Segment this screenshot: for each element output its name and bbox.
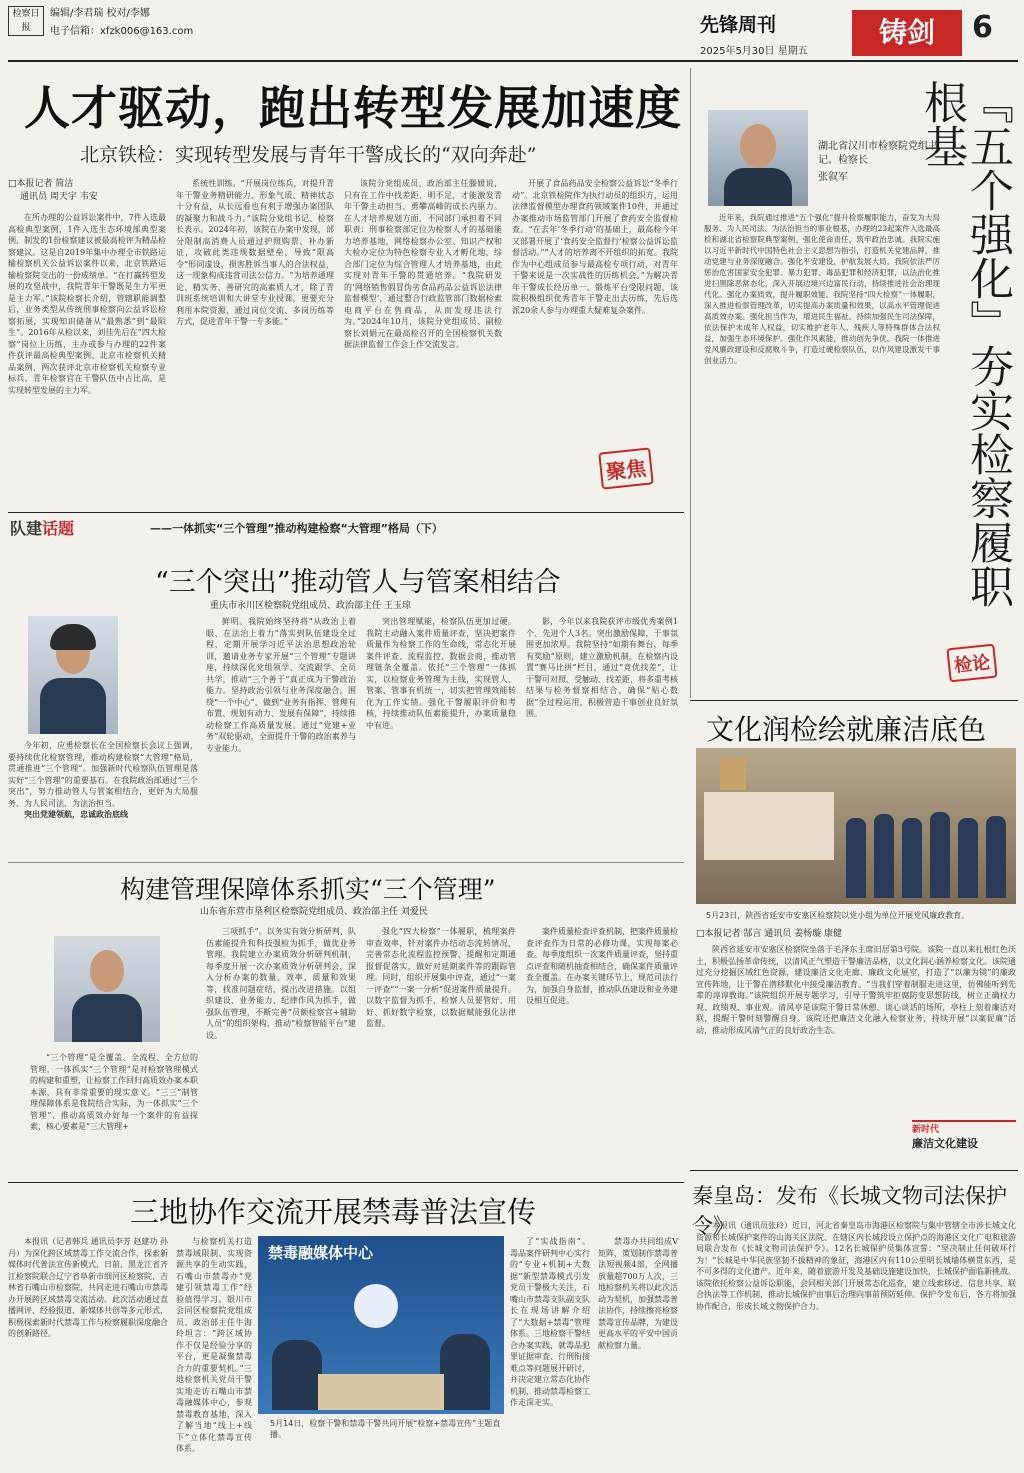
special-label-main: 队建 <box>10 519 43 538</box>
figure-4 <box>930 812 950 898</box>
a1-column-2 <box>366 616 516 852</box>
a1-title: “三个突出”推动管人与管案相结合 <box>155 567 561 598</box>
a3-col2-text: 与检察机关打造禁毒域限制、实现资源共享的生动实践，石嘴山市禁毒办“党建引领禁毒工作”经验值得学习。银川市会同区检察院党组成员、政治部主任牛海玲坦言：“跨区域协作不仅是经验分享的平台，更是凝聚禁毒合力的重要契机。”三地检察机关党员干警实地走访石嘴山市禁毒融媒体中心，参观禁毒教育基地，深入了解当地“线上+线下”立体化禁毒宣传体系。 <box>176 1237 252 1453</box>
byline-reporter: □本报记者 简洁 <box>8 179 74 189</box>
a1-col1-text: 鲜明。我院始终坚持将“从政治上着眼、在法治上着力”落实到队伍建设全过程，定期开展学习近平法治思想政治轮训，邀请业务专家开展“三个管理”专题讲座，持续深化党组领学、交流跟学、全员共学，推动“三个善于”真正成为干警政治能力。坚持政治引领与业务深度融合，围绕“一个中心”，做到“业务有指挥、管理有布置、规划有动力、发展有保障”，持续推动检察工作高质量发展。通过“党建+业务”双轮驱动，全面提升干警的政治素养与专业能力。 <box>206 617 356 753</box>
a2-intro-text: “三个管理”是全覆盖、全流程、全方位的管理，一体抓实“三个管理”是对检察管理模式的构建和重塑，让检察工作回归高质效办案本职本源，具有非常重要的现实意义。“三三”制管理保障体系是我院结合实际，为一体抓实“三个管理”、推动高质效办好每一个案件的有益探索，核心要素是“三大管理+ <box>30 1053 198 1131</box>
author-portrait-photo <box>708 110 808 206</box>
culture-photo <box>696 748 1016 904</box>
byline-correspondents: 通讯员 周天宇 韦安 <box>20 192 98 202</box>
culture-badge-kicker: 新时代 <box>912 1125 940 1135</box>
a2-col1-text: 三项抓手”。以务实有效分析研判、队伍素能提升和科技强检为抓手，做优业务管理。我院建立办案质效分析研判机制，每季度开展一次办案质效分析研判会，深入分析办案的数量、效率、质量和效果等，找准问题症结，提出改进措施。以组织建设、业务能力、纪律作风为抓手，做强队伍管理，不断完善“员额检察官+辅助人员”的组织架构，推动“检察智能平台”建设。 <box>206 927 356 1040</box>
culture-caption: 5月23日，陕西省延安市安塞区检察院以党小组为单位开展党风廉政教育。 <box>706 911 970 920</box>
figure-5 <box>958 818 978 898</box>
a1-intro-subhead: 突出党建领航，忠诚政治底线 <box>24 809 128 819</box>
a2-column-1 <box>206 926 356 1172</box>
qhd-title: 秦皇岛：发布《长城文物司法保护令》 <box>692 1184 1007 1238</box>
section-tab: 铸剑 <box>852 10 962 56</box>
a3-column-1 <box>8 1236 168 1468</box>
desk <box>318 1374 444 1410</box>
a2-intro <box>30 1052 198 1172</box>
a1-intro-text: 今年初，应勇检察长在全国检察长会议上强调，要持续优化检察管理，推动构建检察“大管理”格局，贯通推进“三个管理”。加强新时代检察队伍管理是落实好“三个管理”的重要基石。在我院政治部通过“三个突出”，努力推动管人与管案相结合，更好为大局服务、为人民司法、为法治担当。 <box>8 741 198 808</box>
sidebar-author-org: 湖北省汉川市检察院党组书记、检察长 <box>818 141 938 166</box>
newspaper-logo: 检察日报 <box>8 6 44 36</box>
person-right <box>440 1334 490 1410</box>
photo-banner-text: 禁毒融媒体中心 <box>268 1244 374 1262</box>
lead-column-2 <box>176 178 334 502</box>
lead-column-4 <box>512 178 678 502</box>
a2-col2-text: 强化“四大检察”一体履职，梳理案件审查效率，针对案件办结动态流转情况，完善常态化流程监控预警，提醒和定期通报督促落实，做好对延期案件等的跟踪管理。同时，组织开展集中评查，通过“一案一评查”“一案一分析”促进案件质量提升。以数字监督为抓手，检察人员要管好、用好、抓好数字检察，以数据赋能强化法律监督。 <box>366 927 516 1028</box>
a1-col3-text: 影，今年以来我院获评市级优秀案例1个、先进个人3名。突出激励保障，干事氛围更加浓厚。我院坚持“如期有舞台，每季有奖励”原则，建立激励机制，在检察内设置“赛马比拼”栏目，通过“竞优找差”，让干警可对照、受触动、找差距，将多重考核结果与检务督察相结合，确保“贴心数据”全过程运用，积极营造干事创业良好氛围。 <box>526 617 678 718</box>
sidebar-title: 『五个强化』夯实检察履职根基 <box>916 80 1013 608</box>
a2-col3-text: 案件质量检查评查机制，把案件质量检查评查作为日常的必修功课，实现每案必查。每季度组织一次案件质量评查，坚持重点评查和随机抽查相结合，确保案件质量评查全覆盖。在办案关键环节上，规范司法行为，加强自身监督，推动队伍建设和业务建设相互促进。 <box>526 927 678 1005</box>
lead-byline <box>8 178 98 204</box>
special-label-highlight: 话题 <box>42 519 75 538</box>
sidebar-body-text: 近年来，我院通过推进“五个强化”提升检察履职能力，奋发为大局服务、为人民司法、为法治担当的事业根基，办理的23起案件入选最高检和湖北省检察院典型案例。强化使命责任，筑牢政治忠诚。我院实施以习近平新时代中国特色社会主义思想为指引，打造机关党建品牌，推动党建与业务深度融合。强化平安建设，护航发展大局。我院依法严厉惩治危害国家安全犯罪、暴力犯罪、毒品犯罪和经济犯罪，以法治化推进扫黑除恶常态化，深入开展边境兴边富民行动，持续推进社会治理现代化。强化办案质效，提升履职效能。我院坚持“四大检察”一体履职，深入推进检察管理改革，切实提高办案质量和效果，以高水平管理促进高质效办案。强化担当作为，增进民生福祉。持续加强民生司法保障，依法保护未成年人权益，切实维护老年人、残疾人等特殊群体合法权益，加强生态环境保护。强化作风素能，推动创先争优。我院一体推进党风廉政建设和反腐败斗争，打造过硬检察队伍，以作风建设激发干事创业活力。 <box>704 213 940 365</box>
a1-author-photo <box>28 616 118 734</box>
special-kicker: ——一体抓实“三个管理”推动构建检察“大管理”格局（下） <box>150 522 443 535</box>
a1-author: 重庆市永川区检察院党组成员、政治部主任 王玉琼 <box>210 601 411 611</box>
culture-body <box>696 944 1016 1108</box>
a3-title: 三地协作交流开展禁毒普法宣传 <box>130 1195 537 1229</box>
supplement-name: 先锋周刊 <box>700 14 777 36</box>
special-label <box>10 516 74 539</box>
page-number: 6 <box>972 10 993 45</box>
sidebar-body <box>704 212 940 682</box>
a3-photo-caption: 5月14日，检察干警和禁毒干警共同开展“检察+禁毒宣传”主题直播。 <box>270 1419 501 1439</box>
a2-author: 山东省东营市垦利区检察院党组成员、政治部主任 刘爱民 <box>200 907 428 917</box>
a2-author-photo <box>54 936 160 1042</box>
qhd-body <box>696 1220 1016 1468</box>
column-stamp: 检论 <box>946 644 997 683</box>
exhibit-wall <box>704 792 834 860</box>
focus-stamp: 聚焦 <box>598 447 654 489</box>
portrait-frame <box>720 758 746 790</box>
a3-column-2 <box>176 1236 252 1468</box>
sidebar-divider <box>690 68 691 698</box>
a3-col3-text: 了“实战指南”。毒品案件研判中心实行的“专业+机制+大数据”新型禁毒模式引发党员干警极大关注，石嘴山市禁毒支队副支队长在现场讲解介绍了“大数据+禁毒”管理体系。三地检察干警结合办案实践，就毒品犯罪证据审查、行刑衔接难点等问题展开研讨，并决定建立常态化协作机制，推动禁毒检察工作走深走实。 <box>510 1237 590 1407</box>
lead-subtitle: 北京铁检：实现转型发展与青年干警成长的“双向奔赴” <box>80 144 537 166</box>
special-rule <box>8 512 684 513</box>
a3-rule <box>8 1182 684 1183</box>
a3-column-3 <box>510 1236 590 1468</box>
lead-col2-text: 系统性训练。“开展岗位练兵，对提升青年干警业务精研能力、形象气质、精神状态十分有益，从长远看也有利于增强办案团队的凝聚力和战斗力。”该院分党组书记、检察长表示。2024年初，该院在办案中发现，部分限制高消费人员通过护照购票、补办新证，攻破此类违规数据壁垒，导致“限高令”形同虚设，损害胜诉当事人的合法权益，这一现象构成违背司法公信力。“为培养通理论、精实务、善研究的高素质人才，除了青训班系统培训和大讲堂专业授课，更要充分利用本院资源，通过岗位交流、多岗历练等方式，促进青年干警一专多能。” <box>176 179 334 326</box>
a3-column-4 <box>598 1236 678 1468</box>
a1-col2-text: 突出管理赋能，检察队伍更加过硬。我院主动融入案件质量评查，坚决把案件质量作为检察工作的生命线，常态化开展案件评查、流程监控、数据会商，推动管理链条全覆盖。依托“三个管理”一体抓实，以检察业务管理为主线，实现管人、管案、管事有机统一，切实把管理效能转化为工作实绩。强化干警履职评价和考核，持续推动队伍素能提升，办案质量稳中有进。 <box>366 617 516 730</box>
lead-title: 人才驱动，跑出转型发展加速度 <box>24 81 682 135</box>
sidebar-author-name: 张叙军 <box>818 172 848 183</box>
lead-col3-text: 该院分党组成员、政治部主任滕媛说，只有在工作中找差距、明不足，才能激发青年干警主动担当、勇攀高峰的成长内驱力。在人才培养规划方面，不同部门承担着不同职责：刑事检察部定位为检察人才的基础能力培养基地，网络检察办公室、知识产权和大检办定位为特色检察专业人才孵化地，综合部门定位为综合管理人才培养基地，由此实现对青年干警的贯通培养。“我院研发的‘网络销售假冒伪劣食品药品公益诉讼法律监督模型’，通过整合行政监管部门数据检索电商平台在售商品，从而发现违法行为。”2024年10月，该院分党组成员、副检察长刘娟元在最高检召开的全国检察机关数据法律监督工作会上作交流发言。 <box>344 179 502 349</box>
figure-2 <box>874 814 894 898</box>
masthead-rule <box>8 60 1018 62</box>
lead-column-1 <box>8 212 166 502</box>
culture-title: 文化润检绘就廉洁底色 <box>706 713 987 746</box>
a3-livestream-photo <box>258 1236 504 1414</box>
qhd-rule <box>690 1170 1018 1171</box>
culture-body-text: 陕西省延安市安塞区检察院坐落于毛泽东主席旧居第3号院。该院一直以来扎根红色沃土，积极弘扬革命传统，以清风正气塑造干警廉洁品格，以文化润心涵养检察文化。该院通过充分挖掘区域红色资源，建设廉洁文化走廊、廉政文化展室，打造了“以廉为镜”的廉政宣传阵地，让干警在潜移默化中接受廉洁教育。“当我们穿着制服走进这里，仿佛能听到先辈的谆谆教诲。”该院组织开展专题学习，引导干警筑牢拒腐防变思想防线，树立正确权力观、政绩观、事业观。清风亭是该院干警日常休憩、谈心谈话的场所，亭柱上刻着廉洁对联，提醒干警时刻警醒自身。该院还把廉洁文化融入检察业务，持续开展“以案促廉”活动，推动形成风清气正的良好政治生态。 <box>696 945 1016 1035</box>
a3-col1-text: 本报讯（记者韩兵 通讯员李芳 赵建功 孙丹）为深化跨区域禁毒工作交流合作，探索新媒体时代普法宣传新模式，日前，黑龙江省齐江检察院联合辽宁省阜新市细河区检察院、吉林省石嘴山市检察院，共同走进石嘴山市禁毒办开展跨区域禁毒交流活动。此次活动通过直播网评、经验报道、新媒体共创等多元形式，积极探索新时代禁毒工作与检察履职深度融合的创新路径。 <box>8 1237 168 1338</box>
lead-column-3 <box>344 178 502 502</box>
figure-1 <box>846 818 866 898</box>
issue-date: 2025年5月30日 星期五 <box>700 46 808 57</box>
a2-rule <box>8 862 684 863</box>
culture-rule <box>690 700 1018 701</box>
a3-col4-text: 禁毒办共同组成V矩阵，策划制作禁毒普法短视频4部，全网播放量超700万人次，三地检察机关将以此次活动为契机，加强禁毒普法协作，持续擦亮检察禁毒宣传品牌，为建设更高水平的平安中国贡献检察力量。 <box>598 1237 678 1350</box>
a2-column-2 <box>366 926 516 1172</box>
culture-byline: □本报记者 郜言 通讯员 姜杨璇 康健 <box>696 929 842 939</box>
figure-6 <box>986 816 1006 898</box>
email: 电子信箱：xfzk006@163.com <box>50 26 194 37</box>
a1-intro <box>8 740 198 852</box>
editors: 编辑/李君瑞 校对/李娜 <box>50 8 150 19</box>
mascot-figure <box>354 1284 398 1328</box>
a1-column-3 <box>526 616 678 852</box>
a2-column-3 <box>526 926 678 1172</box>
figure-3 <box>902 818 922 898</box>
a1-column-1 <box>206 616 356 852</box>
a2-title: 构建管理保障体系抓实“三个管理” <box>120 875 496 904</box>
lead-col1-text: 在所办理的公益诉讼案件中，7件入选最高检典型案例，1件入选生态环境部典型案例，制发的1份检察建议被最高检评为精品检察建议。这是自2019年集中办理全市铁路运输检察机关公益诉讼案件以来，北京铁路运输检察院交出的一份成绩单。“在打赢转型发展的攻坚战中，我院青年干警既是生力军更是主力军。”该院检察长介绍，管辖职能调整后，业务类型从传统刑事检察向公益诉讼检察拓展，实现知识储备从“最熟悉”到“最陌生”。2016年从检以来，刘佳先后在“四大检察”岗位上历练，主办或参与办理的22件案件获评最高检典型案例、北京市检察机关精品案例，两次获评北京市检察机关检察专业标兵。青年检察官在干警队伍中占比高，是实现转型发展的主力军。 <box>8 213 166 395</box>
qhd-body-text: 本报讯（通讯员张玲）近日，河北省秦皇岛市海港区检察院与集中管辖全市涉长城文化资源和长城保护案件的山海关区法院、在辖区内长城段设立保护点的海港区文化广电和旅游局联合发布《长城文物司法保护令》。12名长城保护员集体宣誓：“坚决制止任何破坏行为！”长城是中华民族坚韧不拔精神的象征，海港区内有110公里明长城墙体横贯东西，是不可多得的文化遗产。近年来，随着旅游开发及基础设施建设加快，长城保护面临新挑战。该院依托检察公益诉讼职能，会同相关部门开展常态化巡查，建立线索移送、信息共享、联合执法等工作机制，推动长城保护由事后治理向事前预防延伸。保护令发布后，各方将加强协作配合，形成长城文物保护合力。 <box>696 1221 1016 1311</box>
lead-col4-text: 开展了食品药品安全检察公益诉讼“冬季行动”。北京铁检院作为执行动员的组织方，运用法律监督模型办理食药领域案件10件，并通过办案推动市场监管部门开展了食药安全监督检查。“在去年‘冬季行动’的基础上，最高检今年又部署开展了‘食药安全监督行’检察公益诉讼监督活动。”“人才的培养离不开组织的拓宽。我院作为中心组成员参与最高检专项行动，对青年干警来说是一次实战性的历练机会。”为解决青年干警成长经历单一、锻炼平台受限问题，该院积极组织优秀青年干警走出去历练，先后选派20余人参与办理重大疑难复杂案件。 <box>512 179 678 315</box>
culture-badge <box>912 1120 1016 1152</box>
culture-badge-label: 廉洁文化建设 <box>912 1137 978 1150</box>
person-left <box>272 1340 322 1410</box>
